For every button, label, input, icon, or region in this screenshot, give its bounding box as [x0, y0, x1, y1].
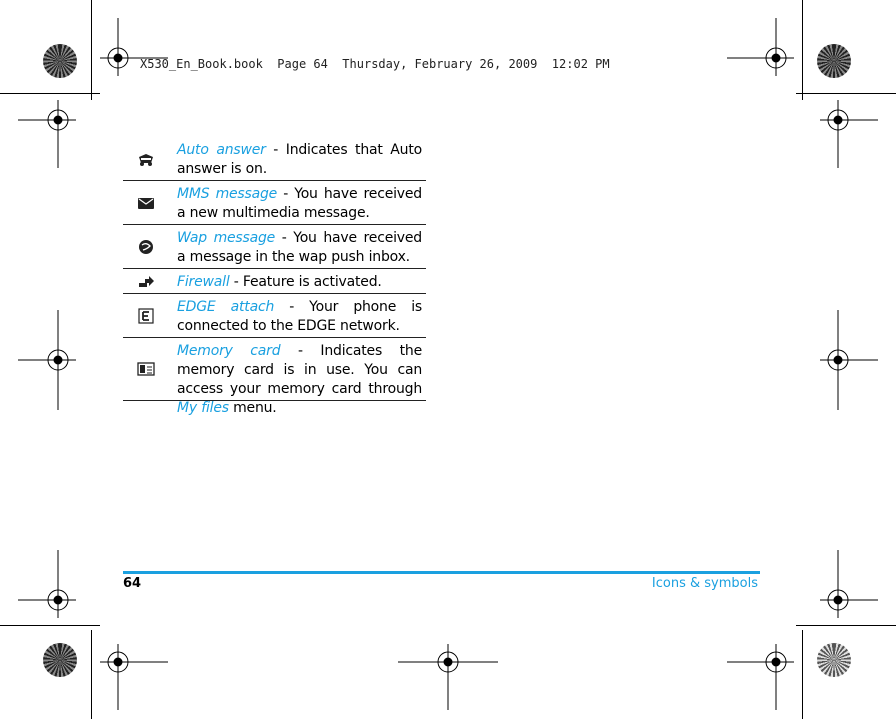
description: - Indicates the memory card is in use. You can access your memory card through — [177, 343, 422, 397]
mms-envelope-icon — [137, 195, 155, 211]
crop-mark — [91, 0, 92, 100]
table-row — [123, 181, 426, 225]
term-mms-message: MMS message — [177, 186, 278, 202]
description: - Indicates that Auto answer is on. — [177, 142, 422, 177]
color-rose-mark — [43, 44, 77, 78]
wap-globe-icon — [137, 239, 155, 255]
registration-target — [100, 644, 168, 710]
crop-mark — [802, 0, 803, 100]
registration-target — [727, 644, 794, 710]
registration-target — [18, 100, 76, 168]
firewall-icon — [137, 273, 155, 289]
description: - You have received a message in the wap push inbox. — [177, 230, 422, 265]
crop-mark — [796, 93, 896, 94]
table-row — [123, 338, 426, 416]
crop-mark — [0, 625, 100, 626]
description-tail: menu. — [228, 400, 277, 416]
registration-target — [820, 550, 878, 618]
table-row — [123, 137, 426, 181]
term-auto-answer: Auto answer — [177, 142, 266, 158]
color-rose-mark — [43, 643, 77, 677]
icons-table — [123, 137, 426, 416]
crop-mark — [0, 93, 100, 94]
description: - You have received a new multimedia message. — [177, 186, 422, 221]
registration-target — [18, 310, 76, 410]
registration-target — [18, 550, 76, 618]
description: - Your phone is connected to the EDGE network. — [177, 299, 422, 334]
color-rose-mark — [817, 44, 851, 78]
term-firewall: Firewall — [177, 274, 230, 290]
crop-mark — [802, 630, 803, 719]
crop-mark — [91, 630, 92, 719]
footer-rule — [123, 571, 760, 574]
registration-target — [398, 644, 498, 710]
page-number: 64 — [123, 576, 142, 591]
table-row — [123, 269, 426, 294]
registration-target — [820, 310, 878, 410]
edge-e-icon — [137, 308, 155, 324]
crop-mark — [796, 625, 896, 626]
table-row — [123, 225, 426, 269]
table-row — [123, 294, 426, 338]
memory-card-icon — [137, 361, 155, 377]
running-head: X530_En_Book.book Page 64 Thursday, February 26, 2009 12:02 PM — [140, 57, 610, 71]
auto-answer-icon — [137, 151, 155, 167]
description: - Feature is activated. — [229, 274, 382, 290]
section-title: Icons & symbols — [651, 576, 758, 591]
term-memory-card: Memory card — [177, 343, 281, 359]
color-rose-mark — [817, 643, 851, 677]
term-wap-message: Wap message — [177, 230, 276, 246]
my-files-link: My files — [177, 400, 229, 416]
term-edge-attach: EDGE attach — [177, 299, 275, 315]
registration-target — [820, 100, 878, 168]
registration-target — [727, 18, 794, 76]
